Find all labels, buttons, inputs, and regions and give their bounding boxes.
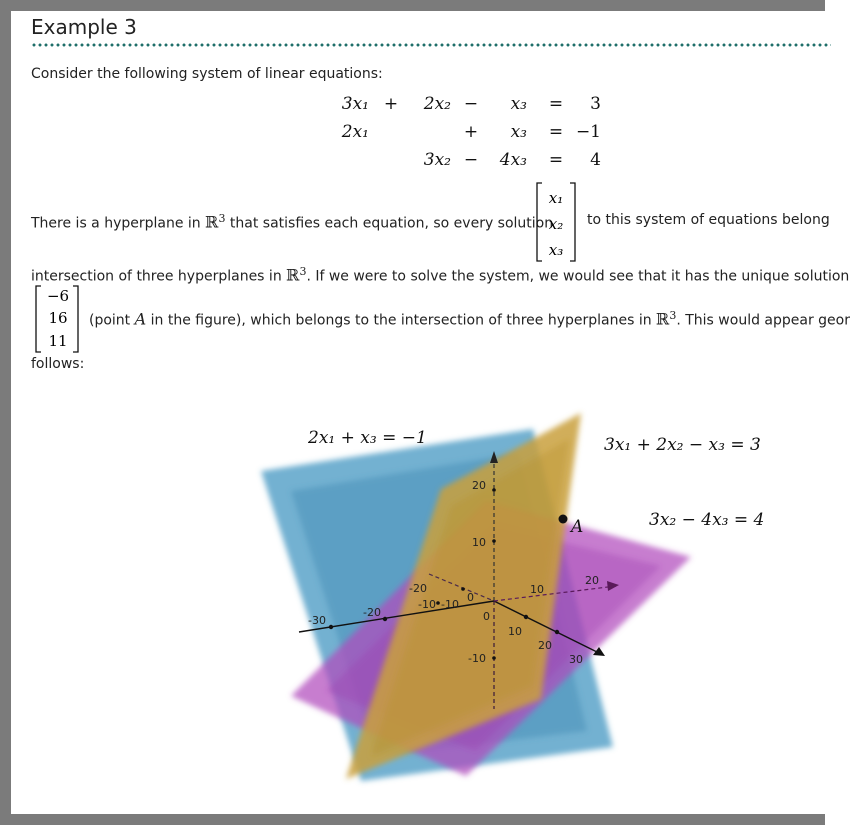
tick-dot-back-1 xyxy=(436,601,440,605)
para2-text-b: . If we were to solve the system, we would see that it has the unique solution xyxy=(306,268,850,285)
reals-exponent: 3 xyxy=(218,212,226,225)
para2-text-a: intersection of three hyperplanes in xyxy=(31,268,287,285)
tick-dot-vertical-2 xyxy=(492,539,496,543)
eq2-equals: = xyxy=(548,122,564,142)
left-tick-neg30: -30 xyxy=(308,614,326,627)
eq2-term3: x₃ xyxy=(510,122,527,142)
para3-text-c: . This would appear geor xyxy=(676,312,850,329)
unknown-x3: x₃ xyxy=(548,241,564,259)
tick-dot-front-1 xyxy=(524,615,528,619)
eq1-term3: x₃ xyxy=(510,94,527,114)
document-page xyxy=(11,11,850,814)
left-tick-neg20: -20 xyxy=(363,606,381,619)
tick-dot-left-1 xyxy=(329,625,333,629)
tick-dot-vertical-3 xyxy=(492,656,496,660)
para1-text-c: to this system of equations belong xyxy=(587,212,830,228)
front-tick-10: 10 xyxy=(508,625,522,638)
vertical-tick-0: 0 xyxy=(483,610,490,623)
unknown-x1: x₁ xyxy=(548,189,564,207)
hyperplane-sentence xyxy=(31,212,553,232)
reals-exponent-2: 3 xyxy=(299,265,307,278)
solution-sentence xyxy=(89,309,850,329)
example-heading: Example 3 xyxy=(31,15,137,39)
eq1-term2: 2x₂ xyxy=(423,94,451,114)
back-tick-neg10a: -10 xyxy=(418,598,436,611)
unknown-x2: x₂ xyxy=(548,215,564,233)
back-tick-neg20: -20 xyxy=(409,582,427,595)
reals-symbol: ℝ xyxy=(205,212,219,232)
hyperplanes-figure xyxy=(251,391,771,791)
point-a-label: A xyxy=(571,517,584,537)
vertical-tick-neg10: -10 xyxy=(468,652,486,665)
eq3-term3: 4x₃ xyxy=(499,150,527,170)
equation-system xyxy=(311,89,631,179)
window-frame-top xyxy=(0,0,825,11)
solution-x1: −6 xyxy=(46,287,70,305)
unknowns-vector xyxy=(533,179,579,265)
front-tick-20: 20 xyxy=(538,639,552,652)
tick-dot-vertical-1 xyxy=(492,488,496,492)
solution-x2: 16 xyxy=(48,309,68,327)
para1-text-b: that satisfies each equation, so every solution xyxy=(225,215,554,232)
intersection-sentence xyxy=(31,265,849,285)
reals-symbol-2: ℝ xyxy=(286,265,300,285)
window-frame-left xyxy=(0,0,11,825)
eq3-term2: 3x₂ xyxy=(423,150,451,170)
eq1-equals: = xyxy=(548,94,564,114)
solution-x3: 11 xyxy=(48,332,68,350)
solution-vector xyxy=(33,283,83,355)
intro-text: Consider the following system of linear equations: xyxy=(31,66,383,82)
reals-symbol-3: ℝ xyxy=(656,309,670,329)
eq3-rhs: 4 xyxy=(590,150,601,170)
eq2-term1: 2x₁ xyxy=(341,122,369,142)
right-tick-30: 30 xyxy=(569,653,583,666)
para1-text-a: There is a hyperplane in xyxy=(31,215,206,232)
solution-left-bracket xyxy=(36,286,41,352)
orange-plane-label: 3x₁ + 2x₂ − x₃ = 3 xyxy=(604,435,761,455)
follows-text: follows: xyxy=(31,356,85,372)
back-tick-0: 0 xyxy=(467,591,474,604)
eq3-op2: − xyxy=(463,150,479,170)
heading-dotted-rule xyxy=(31,42,831,48)
point-a-inline: A xyxy=(134,309,147,329)
vertical-tick-20: 20 xyxy=(472,479,486,492)
solution-right-bracket xyxy=(73,286,78,352)
right-tick-10: 10 xyxy=(530,583,544,596)
tick-dot-front-2 xyxy=(555,630,559,634)
right-tick-20: 20 xyxy=(585,574,599,587)
point-a-marker xyxy=(559,515,568,524)
vertical-tick-10: 10 xyxy=(472,536,486,549)
eq1-op2: − xyxy=(463,94,479,114)
eq1-op1: + xyxy=(383,94,399,114)
tick-dot-left-2 xyxy=(383,617,387,621)
unknowns-right-bracket xyxy=(570,183,575,261)
reals-exponent-3: 3 xyxy=(669,309,677,322)
back-tick-neg10b: -10 xyxy=(441,598,459,611)
eq1-term1: 3x₁ xyxy=(341,94,369,114)
para3-text-b: in the figure), which belongs to the intersection of three hyperplanes in xyxy=(146,312,657,329)
eq1-rhs: 3 xyxy=(590,94,601,114)
unknowns-left-bracket xyxy=(537,183,542,261)
eq2-rhs: −1 xyxy=(575,122,601,142)
eq2-op2: + xyxy=(463,122,479,142)
tick-dot-back-2 xyxy=(461,587,465,591)
blue-plane-label: 2x₁ + x₃ = −1 xyxy=(308,428,427,448)
window-frame-bottom xyxy=(0,814,825,825)
eq3-equals: = xyxy=(548,150,564,170)
magenta-plane-label: 3x₂ − 4x₃ = 4 xyxy=(649,510,765,530)
para3-text-a: (point xyxy=(89,312,135,329)
